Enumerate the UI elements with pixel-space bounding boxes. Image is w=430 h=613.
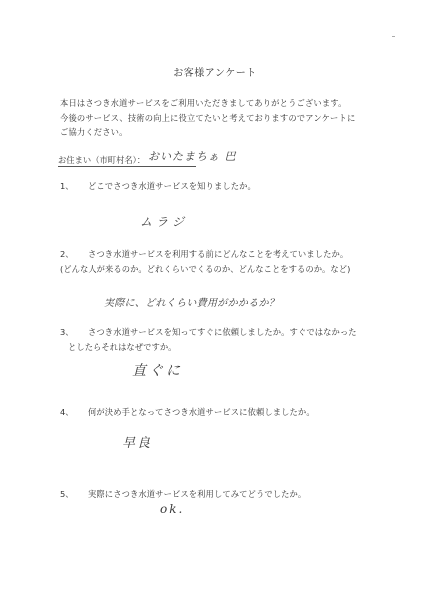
question-4-answer: 早良: [122, 436, 153, 451]
question-2-answer: 実際に、どれくらい費用がかかるか？: [104, 298, 280, 309]
address-label: お住まい（市町村名）：: [58, 155, 146, 165]
question-1-number: 1、: [60, 181, 74, 191]
address-answer: おいたまちぁ 巴: [148, 150, 237, 163]
question-5-number: 5、: [60, 489, 74, 499]
question-3-answer: 直ぐに: [132, 363, 183, 379]
question-3-text: さつき水道サービスを知ってすぐに依頼しましたか。すぐではなかった: [88, 327, 357, 337]
address-underline: [58, 166, 196, 167]
page-title: お客様アンケート: [173, 68, 257, 79]
question-1-answer: ムラジ: [140, 215, 189, 229]
question-4-number: 4、: [60, 407, 74, 417]
question-2-subtext: (どんな人が来るのか。どれくらいでくるのか、どんなことをするのか。など): [60, 264, 351, 274]
intro-line-2: 今後のサービス、技術の向上に役立てたいと考えておりますのでアンケートに: [60, 113, 356, 123]
question-1-text: どこでさつき水道サービスを知りましたか。: [88, 181, 256, 191]
question-2-text: さつき水道サービスを利用する前にどんなことを考えていましたか。: [88, 249, 349, 259]
intro-line-1: 本日はさつき水道サービスをご利用いただきましてありがとうございます。: [60, 98, 347, 108]
question-3-subtext: としたらそれはなぜですか。: [68, 342, 177, 352]
question-3-number: 3、: [60, 327, 74, 337]
question-4-text: 何が決め手となってさつき水道サービスに依頼しましたか。: [88, 407, 315, 417]
question-5-text: 実際にさつき水道サービスを利用してみてどうでしたか。: [88, 489, 307, 499]
intro-line-3: ご協力ください。: [60, 127, 128, 137]
question-5-answer: ok.: [160, 502, 185, 516]
question-2-number: 2、: [60, 249, 74, 259]
scan-mark: [392, 36, 395, 37]
